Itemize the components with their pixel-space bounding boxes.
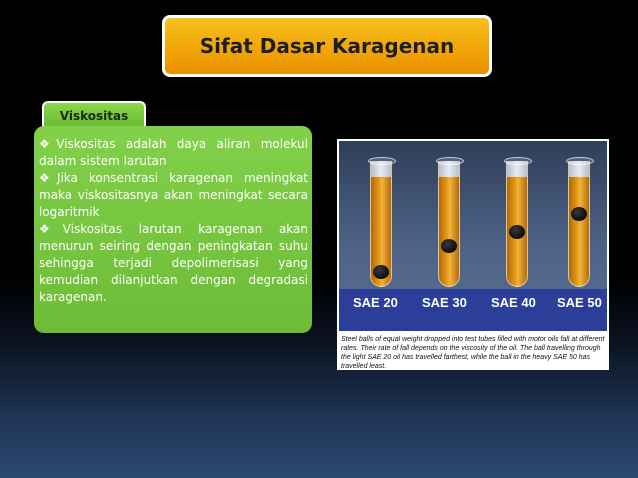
photo-scene: [339, 141, 607, 331]
tube-rim: [368, 157, 396, 165]
tube-label-2: SAE 30: [422, 295, 467, 310]
steel-ball: [509, 225, 525, 239]
tube-label-1: SAE 20: [353, 295, 398, 310]
content-panel: [34, 126, 312, 333]
tube-rim: [504, 157, 532, 165]
title-banner: [162, 15, 492, 77]
steel-ball: [441, 239, 457, 253]
paragraph-text-1: Viskositas adalah daya aliran molekul dalam sistem larutan: [39, 137, 308, 168]
steel-ball: [373, 265, 389, 279]
tube-label-3: SAE 40: [491, 295, 536, 310]
diamond-bullet-icon: ❖: [39, 137, 57, 151]
photo-caption: Steel balls of equal weight dropped into test tubes filled with motor oils fall at different rates. Their rate of fall depends on the viscosity of the oil. The ball travelling through the light SAE 20 oil has travelled farthest, while the ball in the heavy SAE 50 has travelled least.: [341, 336, 605, 370]
section-tab: [42, 101, 146, 128]
tube-rim: [436, 157, 464, 165]
test-tube-2: [438, 161, 460, 287]
bullet-paragraph-1: [39, 136, 308, 170]
steel-ball: [571, 207, 587, 221]
paragraph-text-2: Jika konsentrasi karagenan meningkat maka viskositasnya akan meningkat secara logaritmik: [39, 171, 308, 219]
bullet-paragraph-2: [39, 170, 308, 221]
bullet-paragraph-3: [39, 221, 308, 306]
viscosity-test-tube-photo: [337, 139, 609, 370]
paragraph-text-3: Viskositas larutan karagenan akan menurun seiring dengan peningkatan suhu sehingga terjadi depolimerisasi yang kemudian dilanjutkan dengan degradasi karagenan.: [39, 222, 308, 304]
test-tube-1: [370, 161, 392, 287]
tube-label-4: SAE 50: [557, 295, 602, 310]
test-tube-4: [568, 161, 590, 287]
diamond-bullet-icon: ❖: [39, 171, 57, 185]
test-tube-3: [506, 161, 528, 287]
slide-title: Sifat Dasar Karagenan: [199, 34, 455, 58]
tube-rim: [566, 157, 594, 165]
diamond-bullet-icon: ❖: [39, 222, 63, 236]
section-tab-label: Viskositas: [59, 108, 129, 123]
